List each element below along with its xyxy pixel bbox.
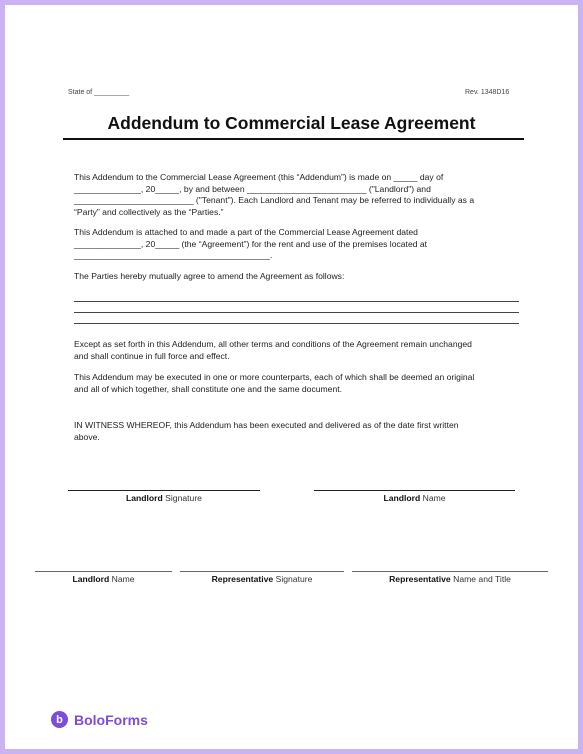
attached-line: _________________________________________.	[74, 250, 273, 261]
counterparts-line: and all of which together, shall constitute one and the same document.	[74, 383, 343, 394]
counterparts-line: This Addendum may be executed in one or more counterparts, each of which shall be deemed an original	[74, 372, 475, 382]
amendment-line[interactable]	[74, 323, 519, 324]
witness-line: above.	[74, 431, 100, 442]
revision-code: Rev. 1348D16	[465, 89, 510, 96]
representative-name-title-label: Representative Name and Title	[389, 574, 511, 584]
landlord-name-line-2[interactable]	[35, 571, 172, 572]
attached-line: ______________, 20_____ (the “Agreement”) for the rent and use of the premises located at	[74, 238, 428, 249]
landlord-name-line[interactable]	[314, 490, 515, 491]
boloforms-icon: b	[51, 711, 68, 728]
landlord-signature-label: Landlord Signature	[126, 493, 202, 503]
state-of-field: State of _________	[68, 89, 130, 96]
counterparts-paragraph	[74, 372, 522, 395]
landlord-name-label: Landlord Name	[383, 493, 446, 503]
amendment-line[interactable]	[74, 301, 519, 302]
attached-paragraph	[74, 227, 522, 262]
representative-signature-line[interactable]	[180, 571, 344, 572]
intro-line: “Party” and collectively as the “Parties.”	[74, 206, 224, 217]
document-page	[5, 5, 578, 695]
except-line: and shall continue in full force and effect.	[74, 350, 230, 361]
except-paragraph	[74, 339, 522, 362]
landlord-name-label-2: Landlord Name	[72, 574, 135, 584]
boloforms-wordmark: BoloForms	[74, 711, 148, 728]
representative-signature-label: Representative Signature	[211, 574, 313, 584]
intro-line: ______________, 20_____, by and between _________________________ ("Landlord") and	[74, 183, 431, 194]
except-line: Except as set forth in this Addendum, all other terms and conditions of the Agreement remain unchanged	[74, 339, 472, 349]
agree-paragraph: The Parties hereby mutually agree to amend the Agreement as follows:	[74, 271, 345, 281]
witness-paragraph	[74, 420, 522, 443]
representative-name-title-line[interactable]	[352, 571, 548, 572]
intro-paragraph	[74, 172, 522, 218]
title-underline	[63, 138, 524, 140]
boloforms-logo[interactable]	[51, 711, 148, 728]
witness-line: IN WITNESS WHEREOF, this Addendum has been executed and delivered as of the date first written	[74, 420, 459, 430]
amendment-line[interactable]	[74, 312, 519, 313]
intro-line: This Addendum to the Commercial Lease Agreement (this “Addendum”) is made on _____ day of	[74, 172, 444, 182]
document-title: Addendum to Commercial Lease Agreement	[107, 113, 476, 133]
landlord-signature-line[interactable]	[68, 490, 260, 491]
intro-line: _________________________ ("Tenant"). Each Landlord and Tenant may be referred to individually as a	[74, 195, 475, 206]
attached-line: This Addendum is attached to and made a part of the Commercial Lease Agreement dated	[74, 227, 418, 237]
page-frame	[5, 5, 578, 749]
